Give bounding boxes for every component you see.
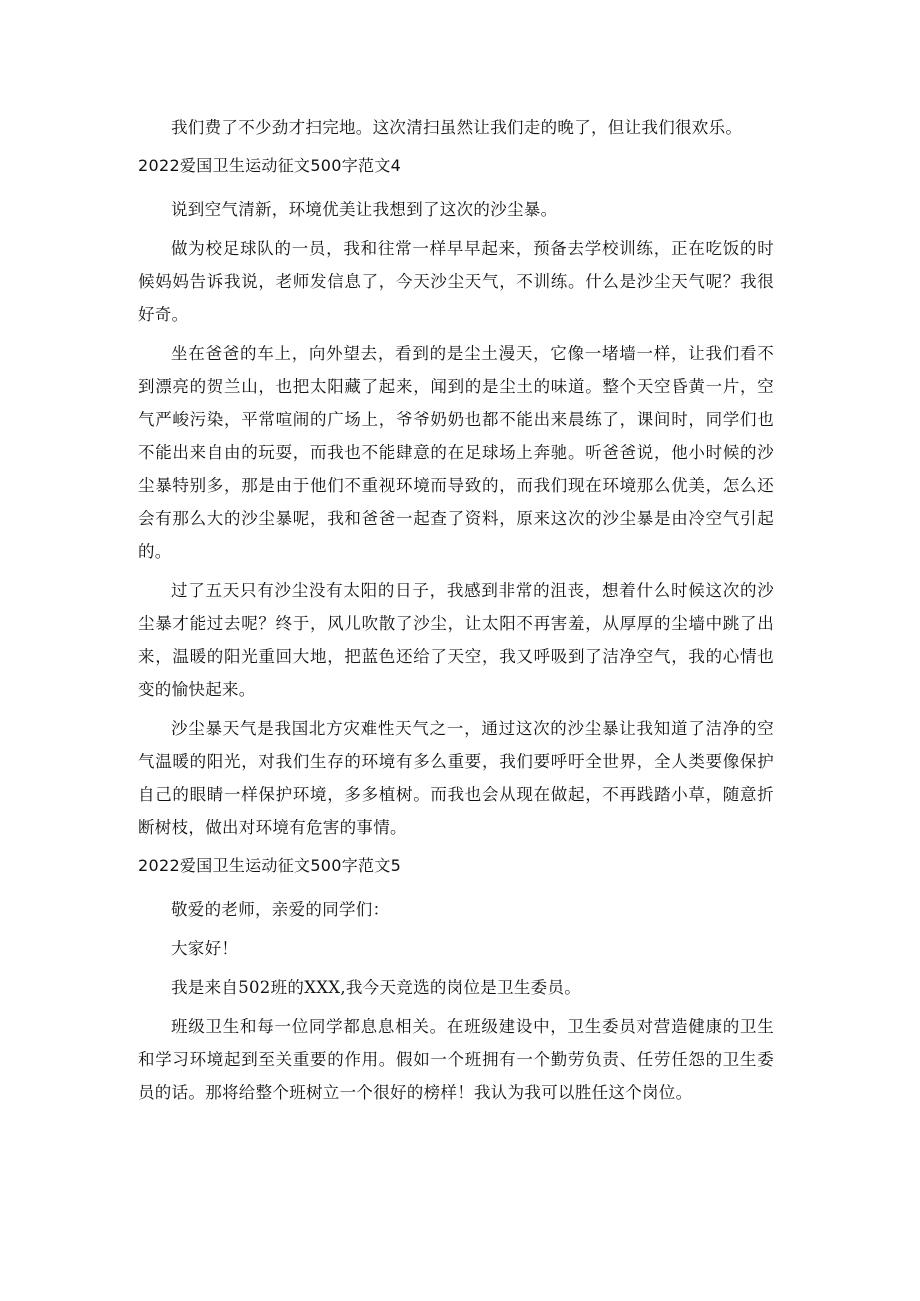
section4-paragraph-4: 过了五天只有沙尘没有太阳的日子，我感到非常的沮丧，想着什么时候这次的沙尘暴才能过去呢？终于，风儿吹散了沙尘，让太阳不再害羞，从厚厚的尘墙中跳了出来，温暖的阳光重回大地，把蓝色还给了天空，我又呼吸到了洁净空气，我的心情也变的愉快起来。 (138, 581, 774, 699)
section4-paragraph-1: 说到空气清新，环境优美让我想到了这次的沙尘暴。 (171, 200, 558, 219)
section5-paragraph-2: 大家好！ (171, 939, 239, 958)
section4-paragraph-3: 坐在爸爸的车上，向外望去，看到的是尘土漫天，它像一堵墙一样，让我们看不到漂亮的贺兰山，也把太阳藏了起来，闻到的是尘土的味道。整个天空昏黄一片，空气严峻污染，平常喧闹的广场上，爷爷奶奶也都不能出来晨练了，课间时，同学们也不能出来自由的玩耍，而我也不能肆意的在足球场上奔驰。听爸爸说，他小时候的沙尘暴特别多，那是由于他们不重视环境而导致的，而我们现在环境那么优美，怎么还会有那么大的沙尘暴呢，我和爸爸一起查了资料，原来这次的沙尘暴是由冷空气引起的。 (138, 344, 774, 561)
section4-paragraph-5: 沙尘暴天气是我国北方灾难性天气之一，通过这次的沙尘暴让我知道了洁净的空气温暖的阳光，对我们生存的环境有多么重要，我们要呼吁全世界，全人类要像保护自己的眼睛一样保护环境，多多植树。而我也会从现在做起，不再践踏小草，随意折断树枝，做出对环境有危害的事情。 (138, 719, 774, 837)
section-heading-5: 2022爱国卫生运动征文500字范文5 (138, 856, 402, 875)
section4-paragraph-2: 做为校足球队的一员，我和往常一样早早起来，预备去学校训练，正在吃饭的时候妈妈告诉我说，老师发信息了，今天沙尘天气，不训练。什么是沙尘天气呢？我很好奇。 (138, 239, 774, 324)
intro-paragraph: 我们费了不少劲才扫完地。这次清扫虽然让我们走的晚了，但让我们很欢乐。 (171, 118, 743, 137)
document-body (138, 111, 774, 1109)
section5-paragraph-1: 敬爱的老师，亲爱的同学们： (171, 900, 390, 919)
section5-paragraph-4: 班级卫生和每一位同学都息息相关。在班级建设中，卫生委员对营造健康的卫生和学习环境起到至关重要的作用。假如一个班拥有一个勤劳负责、任劳任怨的卫生委员的话。那将给整个班树立一个很好的榜样！我认为我可以胜任这个岗位。 (138, 1017, 774, 1102)
section-heading-4: 2022爱国卫生运动征文500字范文4 (138, 156, 402, 175)
section5-paragraph-3: 我是来自502班的XXX,我今天竞选的岗位是卫生委员。 (171, 978, 582, 997)
